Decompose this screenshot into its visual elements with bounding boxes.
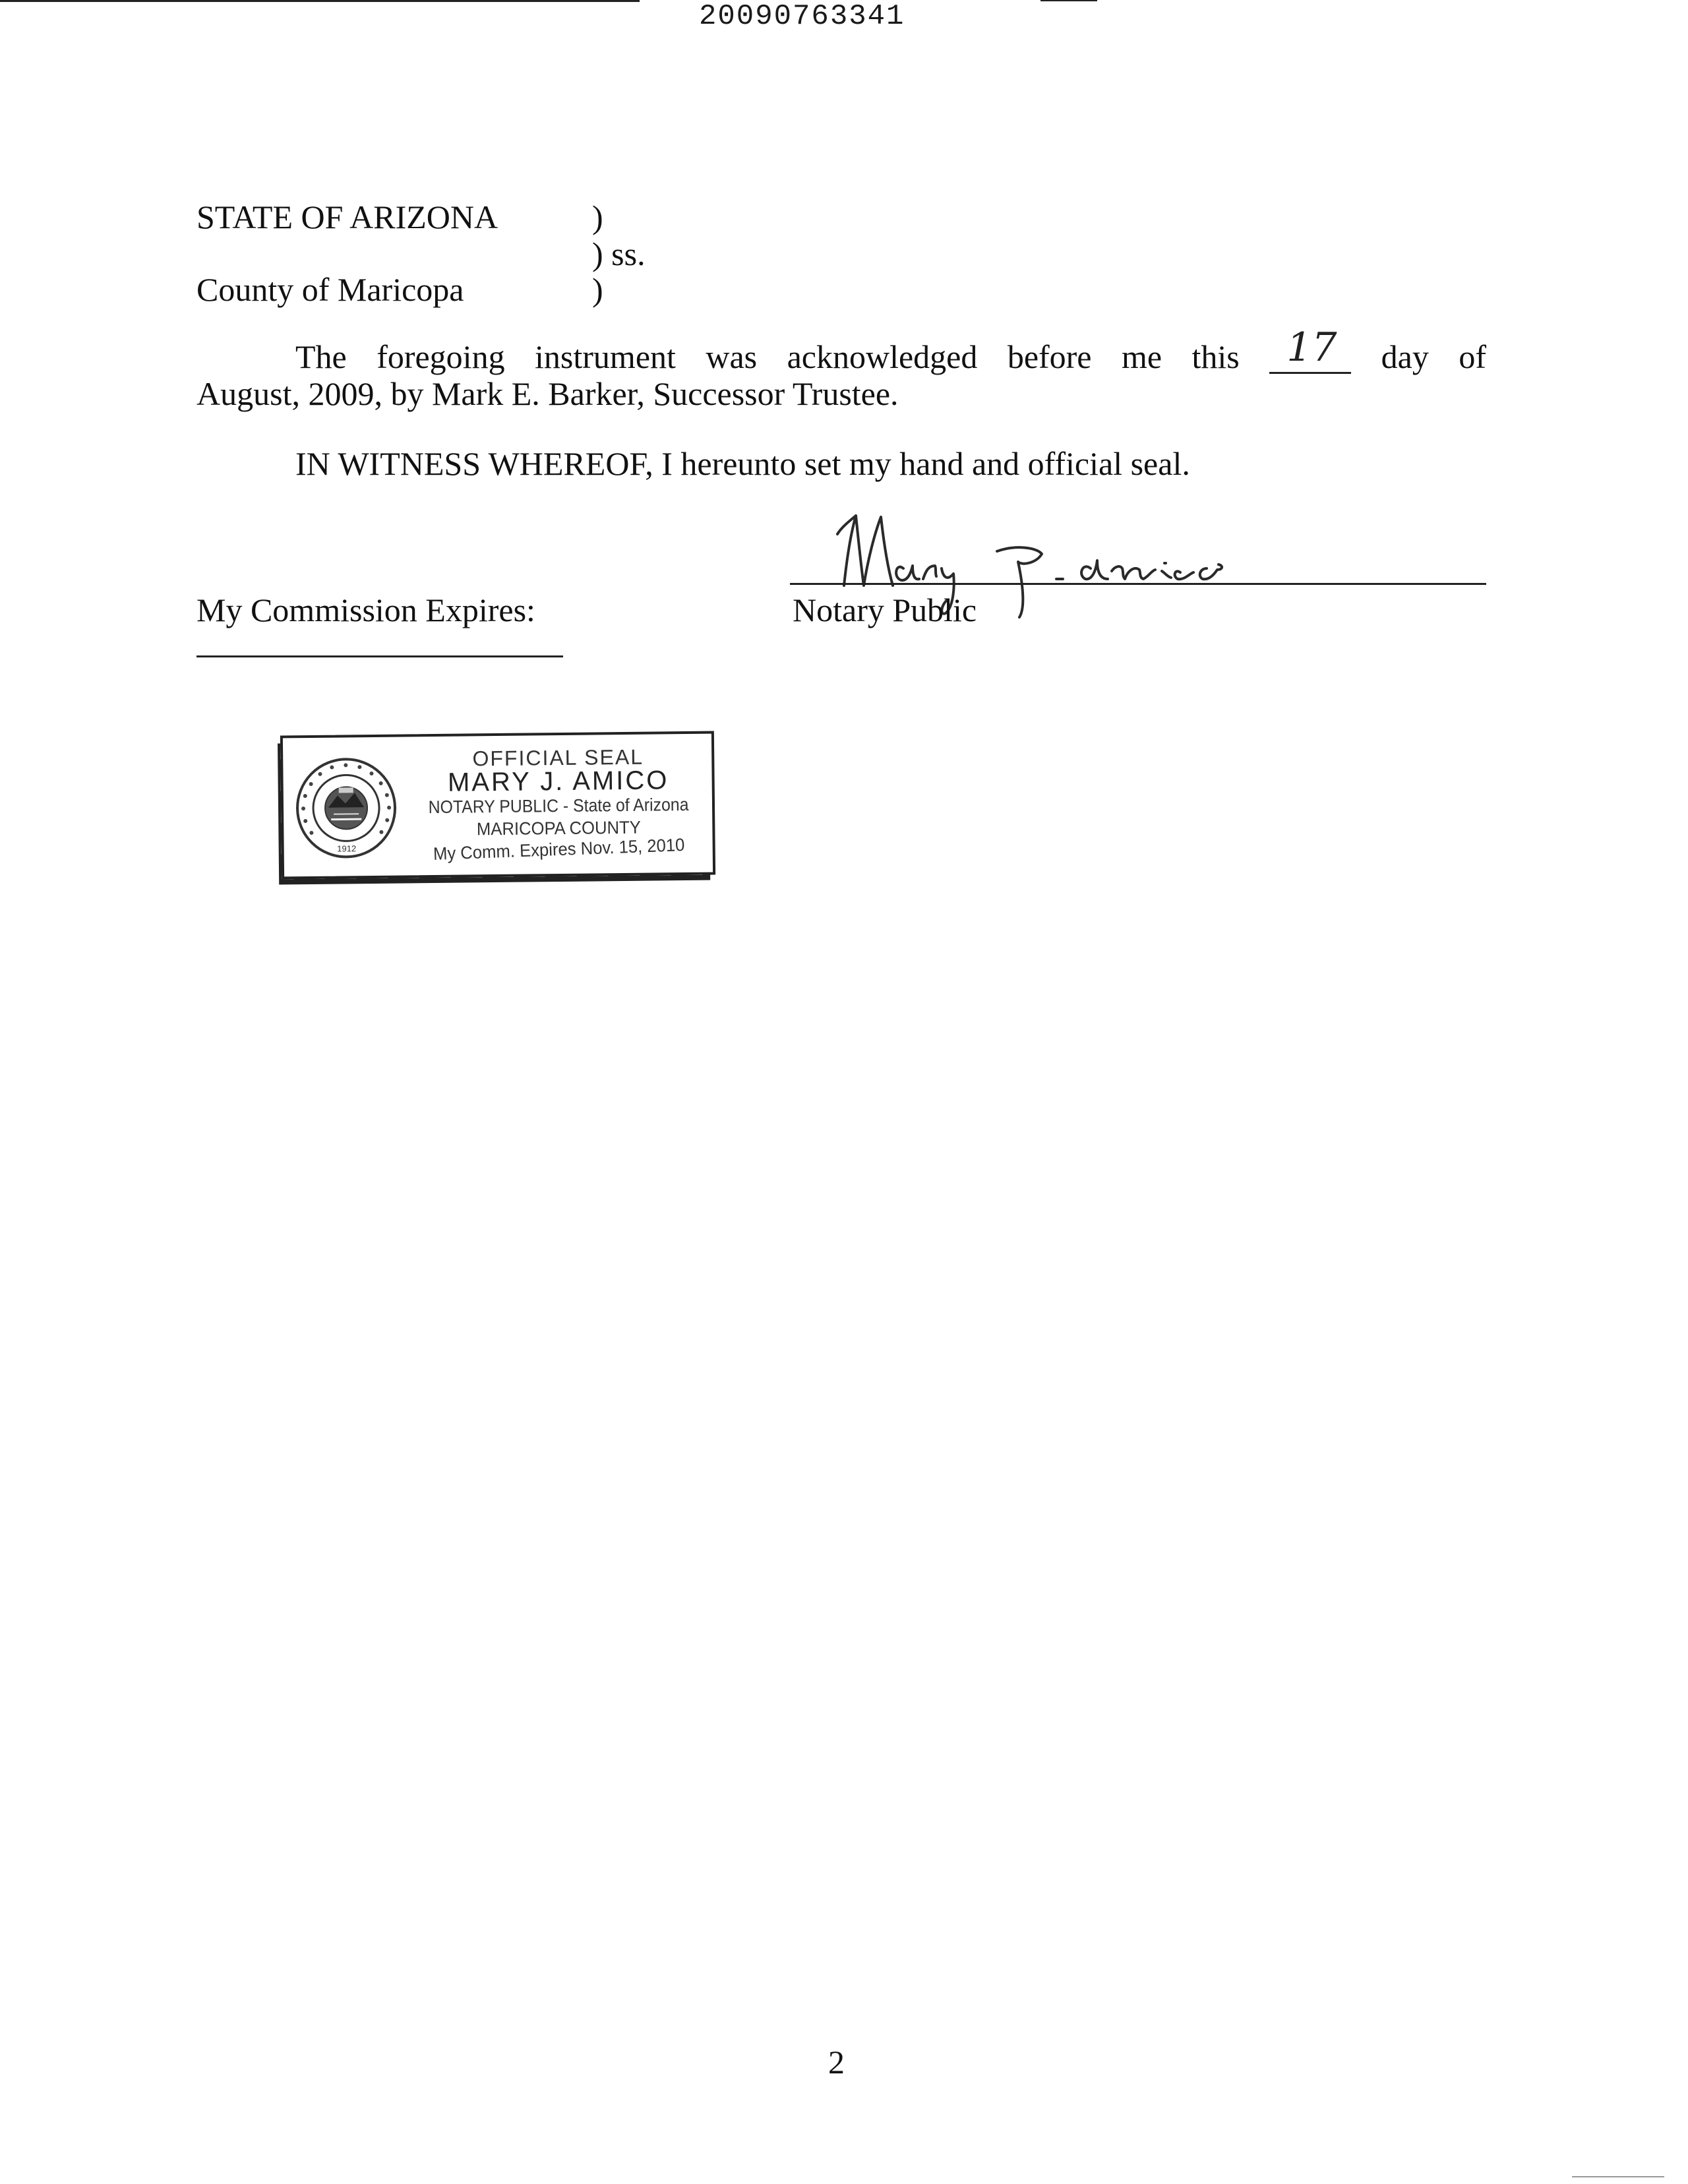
top-border-rule [0, 0, 640, 2]
top-border-rule-right [1040, 0, 1097, 1]
commission-expires-line [196, 655, 563, 657]
witness-statement: IN WITNESS WHEREOF, I hereunto set my hand and official seal. [295, 445, 1190, 482]
signature-line [790, 583, 1486, 585]
ack-word: was [706, 338, 758, 375]
document-number: 20090763341 [699, 0, 905, 33]
ack-word: foregoing [377, 338, 505, 375]
ack-word: instrument [535, 338, 676, 375]
commission-expires-label: My Commission Expires: [196, 592, 535, 628]
ack-word: me [1121, 338, 1162, 375]
venue-county: County of Maricopa [196, 271, 464, 308]
day-blank [1269, 324, 1351, 376]
day-underline [1269, 372, 1351, 374]
seal-line-notary: NOTARY PUBLIC - State of Arizona [428, 794, 689, 818]
acknowledgment-line-1 [295, 324, 1486, 376]
venue-paren-1: ) [592, 198, 603, 235]
seal-line-county: MARICOPA COUNTY [476, 817, 641, 839]
acknowledgment-line-2: August, 2009, by Mark E. Barker, Successor Trustee. [196, 375, 899, 412]
ack-word: The [295, 338, 347, 375]
ack-word: before [1007, 338, 1092, 375]
day-handwritten-value: 17 [1286, 324, 1337, 371]
ack-word: day [1381, 338, 1429, 375]
ack-word: of [1459, 338, 1486, 375]
ack-word: this [1191, 338, 1240, 375]
seal-line-expiry: My Comm. Expires Nov. 15, 2010 [433, 835, 685, 864]
scan-artifact-rule [1572, 2176, 1664, 2177]
arizona-state-seal-emblem [293, 756, 399, 861]
venue-state: STATE OF ARIZONA [196, 198, 498, 235]
seal-year: 1912 [337, 843, 357, 854]
seal-line-official: OFFICIAL SEAL [472, 744, 644, 771]
seal-line-name: MARY J. AMICO [447, 766, 669, 797]
ack-word: acknowledged [787, 338, 978, 375]
official-seal-stamp [280, 731, 715, 880]
venue-paren-3: ) [592, 271, 603, 308]
page-number: 2 [828, 2044, 845, 2080]
venue-ss: ) ss. [592, 235, 646, 272]
notary-public-label: Notary Public [793, 592, 977, 628]
